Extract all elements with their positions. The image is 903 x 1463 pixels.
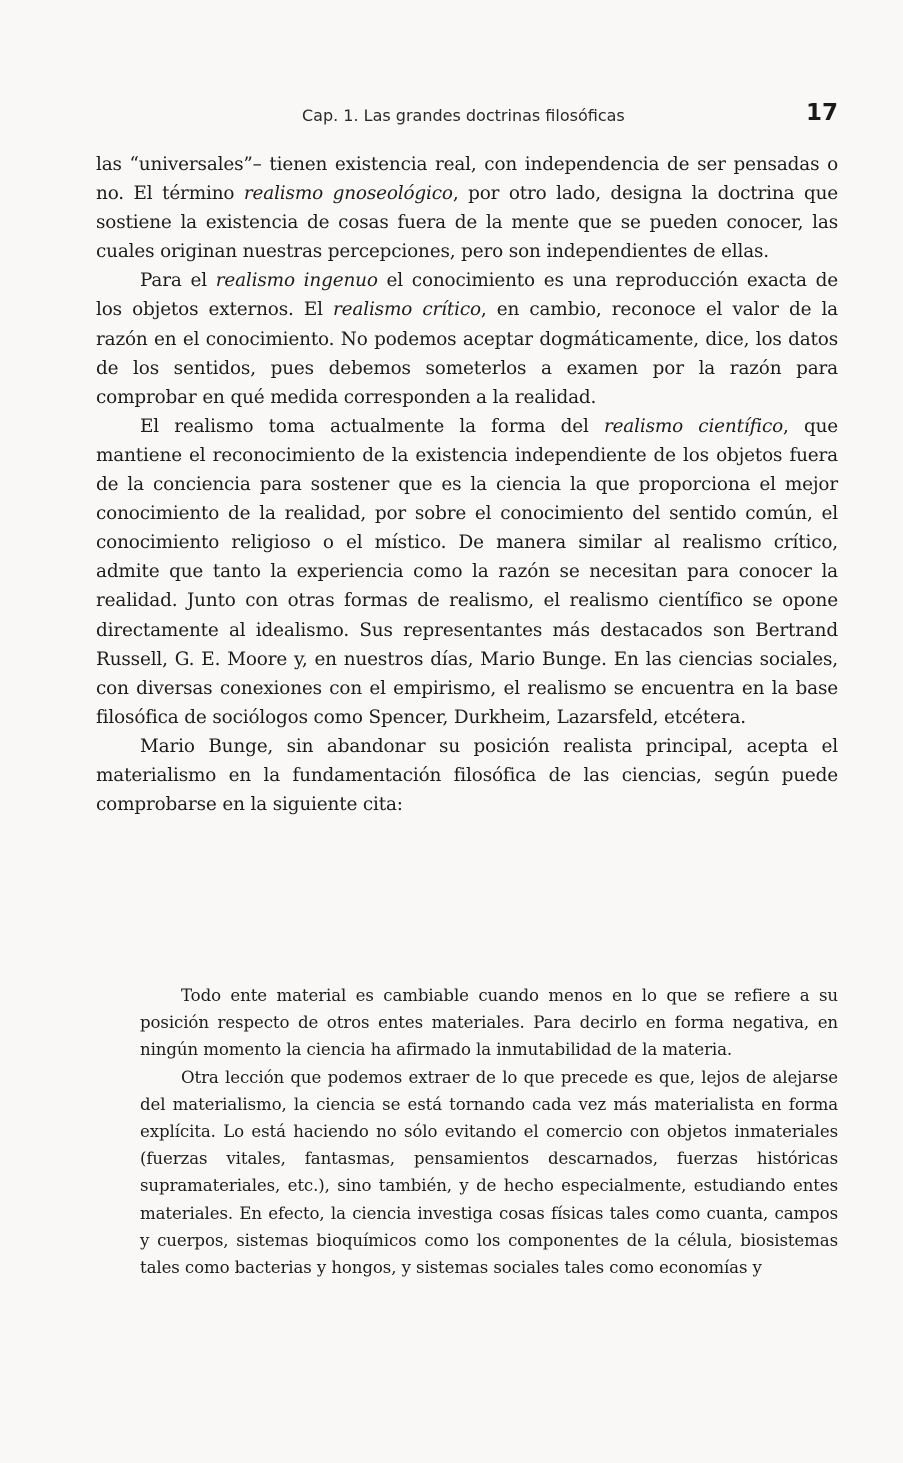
page-number: 17	[805, 100, 838, 126]
quote-paragraph: Todo ente material es cambiable cuando menos en lo que se refiere a su posición respecto de otros entes materiales. Para decirlo en forma negativa, en ningún momento la ciencia ha afirmado la inmutabilidad de la materia.	[140, 986, 838, 1060]
paragraph: las “universales”– tienen existencia real, con independencia de ser pensadas o no. El término realismo gnoseológico, por otro lado, designa la doctrina que sostiene la existencia de cosas fuera de la mente que se pueden conocer, las cuales originan nuestras percepciones, pero son independientes de ellas.	[96, 154, 838, 263]
quote-paragraph: Otra lección que podemos extraer de lo que precede es que, lejos de alejarse del materialismo, la ciencia se está tornando cada vez más materialista en forma explícita. Lo está haciendo no sólo evitando el comercio con objetos inmateriales (fuerzas vitales, fantasmas, pensamientos descarnados, fuerzas históricas supramateriales, etc.), sino también, y de hecho especialmente, estudiando entes materiales. En efecto, la ciencia investiga cosas físicas tales como cuanta, campos y cuerpos, sistemas bioquímicos como los componentes de la célula, biosistemas tales como bacterias y hongos, y sistemas sociales tales como economías y	[140, 1067, 838, 1278]
paragraph: Mario Bunge, sin abandonar su posición realista principal, acepta el materialismo en la fundamentación filosófica de las ciencias, según puede comprobarse en la siguiente cita:	[96, 735, 838, 816]
term-realismo-gnoseologico: realismo gnoseológico	[243, 183, 453, 205]
page-header	[96, 100, 840, 132]
paragraph: El realismo toma actualmente la forma del realismo científico, que mantiene el reconocimiento de la existencia independiente de los objetos fuera de la conciencia para sostener que es la ciencia la que proporciona el mejor conocimiento de la realidad, por sobre el conocimiento del sentido común, el conocimiento religioso o el místico. De manera similar al realismo crítico, admite que tanto la experiencia como la razón se necesitan para conocer la realidad. Junto con otras formas de realismo, el realismo científico se opone directamente al idealismo. Sus representantes más destacados son Bertrand Russell, G. E. Moore y, en nuestros días, Mario Bunge. En las ciencias sociales, con diversas conexiones con el empirismo, el realismo se encuentra en la base filosófica de sociólogos como Spencer, Durkheim, Lazarsfeld, etcétera.	[96, 415, 838, 728]
running-head: Cap. 1. Las grandes doctrinas filosóficas	[302, 106, 625, 125]
block-quote	[140, 982, 838, 1281]
paragraph: Para el realismo ingenuo el conocimiento es una reproducción exacta de los objetos externos. El realismo crítico, en cambio, reconoce el valor de la razón en el conocimiento. No podemos aceptar dogmáticamente, dice, los datos de los sentidos, pues debemos someterlos a examen por la razón para comprobar en qué medida corresponden a la realidad.	[96, 270, 838, 408]
term-realismo-ingenuo: realismo ingenuo	[215, 270, 378, 292]
term-realismo-cientifico: realismo científico	[603, 415, 784, 437]
body-text	[96, 150, 838, 819]
term-realismo-critico: realismo crítico	[333, 299, 481, 321]
